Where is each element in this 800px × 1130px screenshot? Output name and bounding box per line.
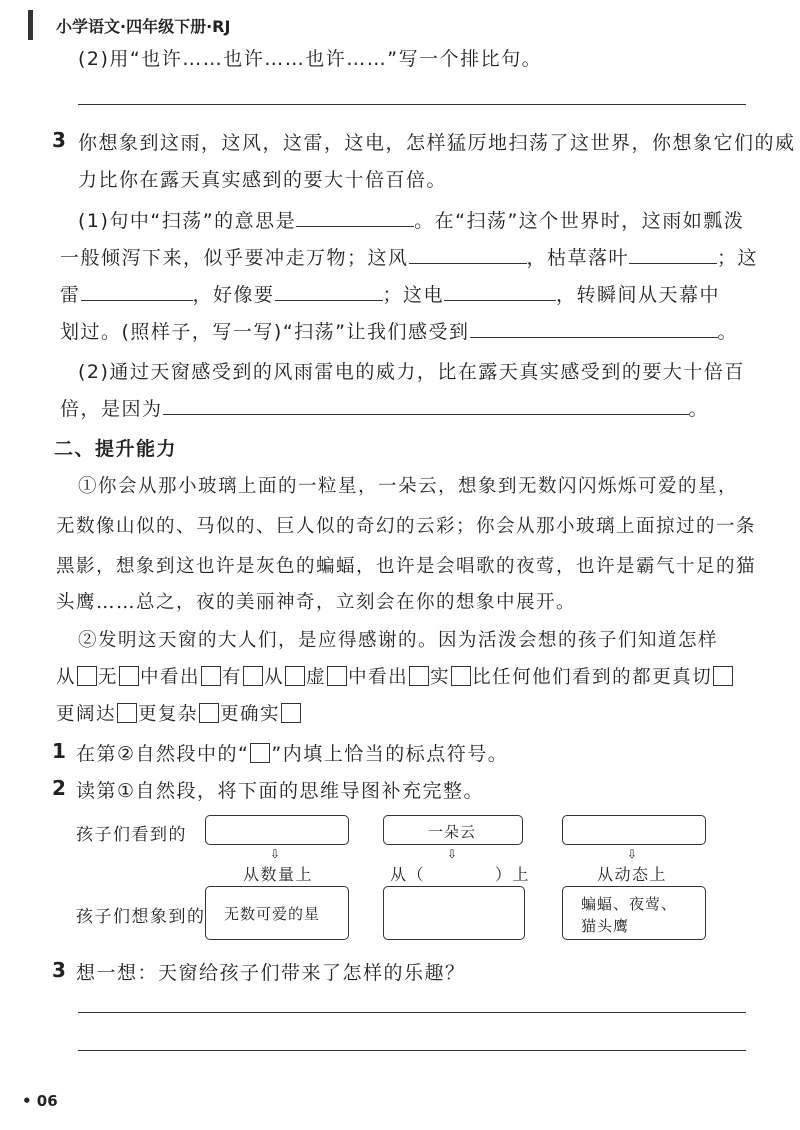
passage-text: 从 (56, 667, 77, 688)
blank-field[interactable] (163, 396, 689, 415)
page-number: • 06 (22, 1092, 58, 1110)
answer-line[interactable] (78, 1050, 746, 1051)
q3-sub1-line1 (78, 206, 744, 233)
q3-text-line1: 你想象到这雨，这风，这雷，这电，怎样猛厉地扫荡了这世界，你想象它们的威 (78, 132, 796, 154)
q3-sub2-line1: (2)通过天窗感受到的风雨雷电的威力，比在露天真实感受到的要大十倍百 (78, 361, 745, 383)
diagram-box-text: 猫头鹰 (581, 917, 630, 935)
header-bar (28, 10, 33, 40)
diagram-mid-text: ）上 (495, 865, 531, 884)
question-number: 3 (52, 958, 66, 982)
blank-field[interactable] (296, 208, 414, 227)
q3-sub1-line2 (60, 243, 758, 270)
passage-text: 中看出 (348, 667, 409, 688)
diagram-box-imagined-2[interactable] (383, 886, 525, 940)
q3-sub1-text: 雷 (60, 284, 81, 306)
passage-p1-line3: 黑影，想象到这也许是灰色的蝙蝠，也许是会唱歌的夜莺，也许是霸气十足的猫 (56, 556, 757, 577)
arrow-down-icon: ⇩ (270, 847, 281, 861)
answer-line[interactable] (78, 1012, 746, 1013)
punctuation-box-icon (250, 743, 270, 763)
punctuation-box[interactable] (451, 666, 471, 686)
punctuation-box[interactable] (77, 666, 97, 686)
q3-sub2-line2 (60, 394, 709, 421)
passage-text: 有 (222, 667, 243, 688)
blank-field[interactable] (81, 282, 193, 301)
passage-p1-line2: 无数像山似的、马似的、巨人似的奇幻的云彩；你会从那小玻璃上面掠过的一条 (56, 516, 757, 537)
q3-sub1-text: 一般倾泻下来，似乎要冲走万物；这风 (60, 247, 409, 269)
blank-field[interactable] (275, 282, 383, 301)
diagram-mid-label: 从数量上 (243, 865, 314, 884)
punctuation-box[interactable] (117, 703, 137, 723)
header-title: 小学语文·四年级下册·RJ (56, 17, 231, 36)
diagram-box-text: 无数可爱的星 (224, 905, 321, 923)
punctuation-box[interactable] (119, 666, 139, 686)
arrow-down-icon: ⇩ (447, 847, 458, 861)
q3-sub2-text: 。 (688, 398, 710, 420)
passage-text: 无 (98, 667, 119, 688)
q3-sub1-text: (1)句中“扫荡”的意思是 (78, 210, 297, 232)
q3-sub1-line4 (60, 317, 738, 344)
diagram-box-text: 一朵云 (428, 823, 477, 841)
passage-text: 从 (264, 667, 285, 688)
q3-sub1-line3 (60, 280, 720, 307)
diagram-box-seen-2 (383, 815, 523, 845)
question-text: ”内填上恰当的标点符号。 (271, 743, 509, 765)
diagram-box-seen-1[interactable] (205, 815, 349, 845)
punctuation-box[interactable] (713, 666, 733, 686)
arrow-down-icon: ⇩ (627, 847, 638, 861)
question-2: 读第①自然段，将下面的思维导图补充完整。 (76, 780, 485, 802)
q3-text-line2: 力比你在露天真实感到的要大十倍百倍。 (78, 169, 448, 191)
passage-text: 比任何他们看到的都更真切 (472, 667, 713, 688)
passage-p1-line4: 头鹰……总之，夜的美丽神奇，立刻会在你的想象中展开。 (56, 592, 577, 613)
diagram-mid-label (390, 862, 530, 885)
punctuation-box[interactable] (285, 666, 305, 686)
passage-text: 中看出 (140, 667, 201, 688)
q2-2-prompt: (2)用“也许……也许……也许……”写一个排比句。 (78, 48, 543, 70)
diagram-mid-text: 从（ (390, 865, 426, 884)
q3-sub1-text: ，好像要 (192, 284, 275, 306)
diagram-box-text: 蝙蝠、夜莺、 (581, 895, 678, 913)
q3-sub1-text: ；这 (717, 247, 759, 269)
blank-field[interactable] (470, 319, 718, 338)
diagram-row-label: 孩子们想象到的 (76, 907, 206, 927)
passage-p2-line2 (56, 663, 734, 689)
passage-p2-line3 (56, 700, 302, 726)
passage-text: 更阔达 (56, 704, 117, 725)
section-title: 二、提升能力 (54, 438, 178, 460)
diagram-box-imagined-1 (205, 886, 349, 940)
passage-p2-line1: ②发明这天窗的大人们，是应得感谢的。因为活泼会想的孩子们知道怎样 (78, 630, 719, 651)
punctuation-box[interactable] (409, 666, 429, 686)
diagram-box-seen-3[interactable] (562, 815, 706, 845)
q3-sub1-text: 。在“扫荡”这个世界时，这雨如瓢泼 (414, 210, 745, 232)
diagram-mid-label: 从动态上 (597, 865, 668, 884)
diagram-box-imagined-3 (562, 886, 706, 940)
punctuation-box[interactable] (243, 666, 263, 686)
passage-text: 实 (430, 667, 451, 688)
q3-sub1-text: 划过。(照样子，写一写)“扫荡”让我们感受到 (60, 321, 470, 343)
question-1 (76, 739, 508, 766)
punctuation-box[interactable] (199, 703, 219, 723)
question-text: 在第②自然段中的“ (76, 743, 250, 765)
question-number: 3 (52, 128, 66, 152)
passage-p1-line1: ①你会从那小玻璃上面的一粒星，一朵云，想象到无数闪闪烁烁可爱的星， (78, 476, 739, 497)
diagram-row-label: 孩子们看到的 (76, 825, 187, 845)
blank-field[interactable] (629, 245, 717, 264)
blank-field[interactable] (409, 245, 527, 264)
q3-sub1-text: 。 (717, 321, 739, 343)
answer-line[interactable] (78, 104, 746, 105)
passage-text: 虚 (306, 667, 327, 688)
question-3: 想一想：天窗给孩子们带来了怎样的乐趣？ (76, 962, 466, 984)
q3-sub1-text: ，转瞬间从天幕中 (556, 284, 721, 306)
question-number: 1 (52, 739, 66, 763)
passage-text: 更确实 (220, 704, 281, 725)
passage-text: 更复杂 (138, 704, 199, 725)
punctuation-box[interactable] (201, 666, 221, 686)
punctuation-box[interactable] (327, 666, 347, 686)
q3-sub1-text: ；这电 (382, 284, 445, 306)
question-number: 2 (52, 776, 66, 800)
q3-sub1-text: ，枯草落叶 (526, 247, 630, 269)
blank-field[interactable] (425, 862, 495, 880)
punctuation-box[interactable] (281, 703, 301, 723)
q3-sub2-text: 倍，是因为 (60, 398, 163, 420)
blank-field[interactable] (444, 282, 556, 301)
